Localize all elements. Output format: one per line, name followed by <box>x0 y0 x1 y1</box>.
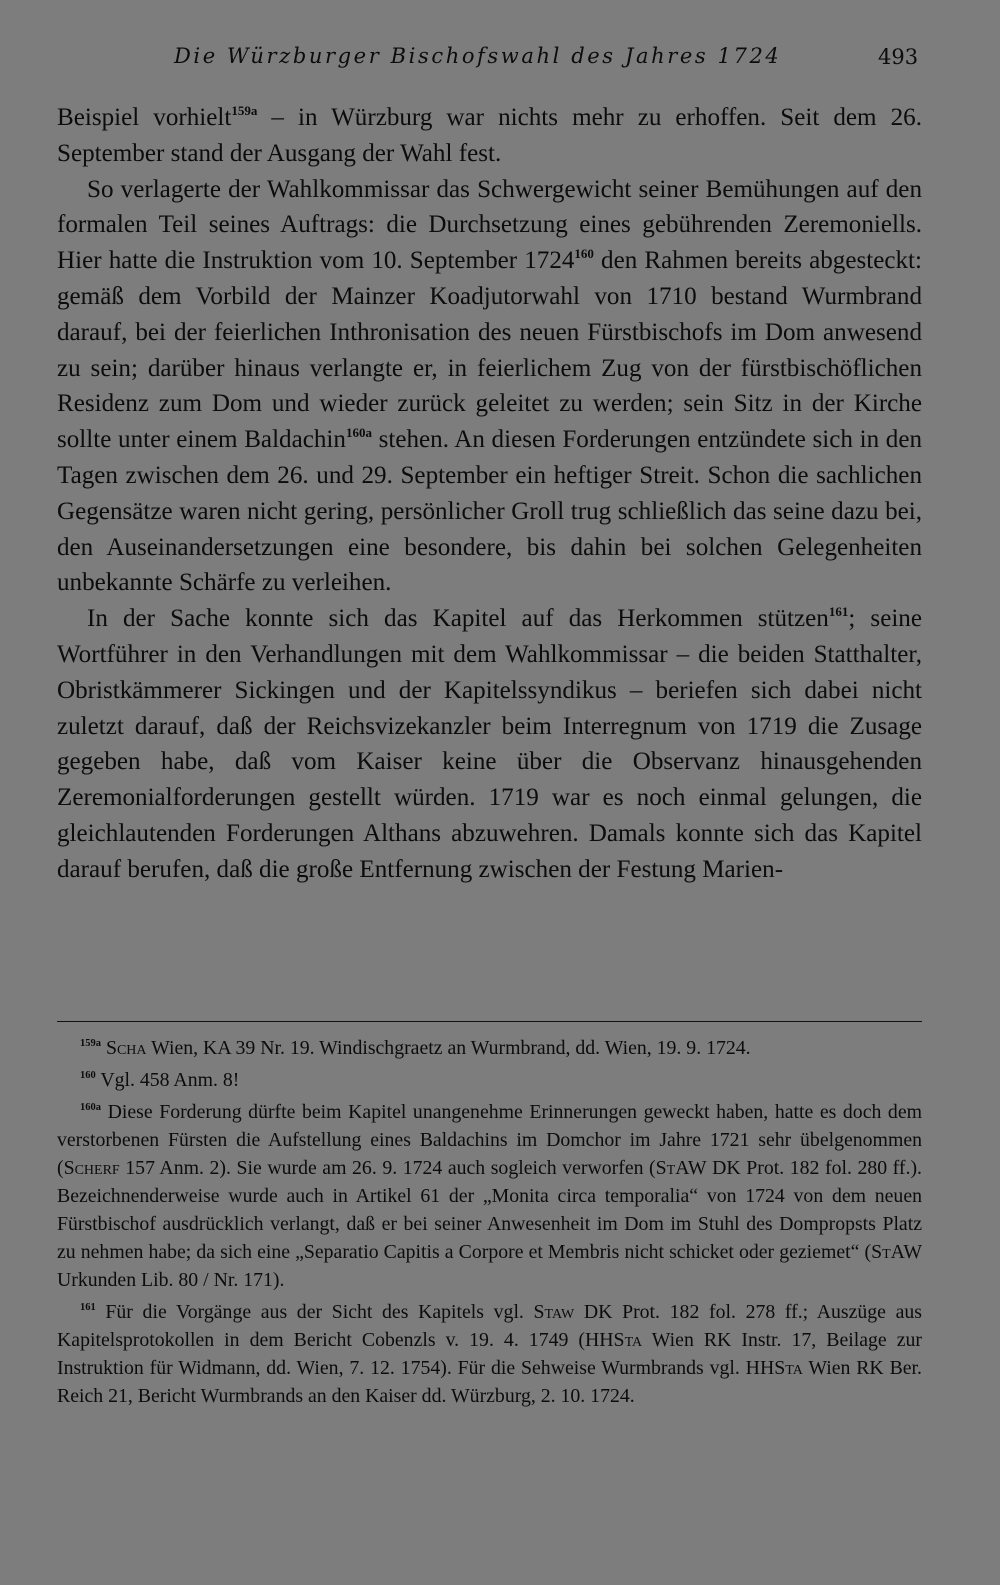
paragraph-2: So verlagerte der Wahlkommissar das Schwergewicht seiner Bemühungen auf den formalen Teil seines Auftrags: die Durchsetzung eines gebührenden Zeremoniells. Hier hatte die Instruktion vom 10. September 1724$^{160}$ den Rahmen bereits abgesteckt: gemäß dem Vorbild der Mainzer Koadjutorwahl von 1710 bestand Wurmbrand darauf, bei der feierlichen Inthronisation des neuen Fürstbischofs im Dom anwesend zu sein; darüber hinaus verlangte er, in feierlichem Zug von der fürstbischöflichen Residenz zum Dom und wieder zurück geleitet zu werden; sein Sitz in der Kirche sollte unter einem Baldachin$^{160a}$ stehen. An diesen Forderungen entzündete sich in den Tagen zwischen dem 26. und 29. September ein heftiger Streit. Schon die sachlichen Gegensätze waren nicht gering, persönlicher Groll trug schließlich das seine dazu bei, den Auseinandersetzungen eine besondere, bis dahin bei solchen Gelegenheiten unbekannte Schärfe zu verleihen. <box>57 175 922 597</box>
footnote-161: $^{161}$ Für die Vorgänge aus der Sicht des Kapitels vgl. Staw DK Prot. 182 fol. 278 ff.; Auszüge aus Kapitelsprotokollen in dem Bericht Cobenzls v. 19. 4. 1749 (HHSta Wien RK Instr. 17, Beilage zur Instruktion für Widmann, dd. Wien, 7. 12. 1754). Für die Sehweise Wurmbrands vgl. HHSta Wien RK Ber. Reich 21, Bericht Wurmbrands an den Kaiser dd. Würzburg, 2. 10. 1724. <box>57 1301 922 1407</box>
footnote-ref-161[interactable]: 161 <box>828 604 849 620</box>
paragraph-3: In der Sache konnte sich das Kapitel auf das Herkommen stützen$^{161}$; seine Wortführer in den Verhandlungen mit dem Wahlkommissar – die beiden Statthalter, Obristkämmerer Sickingen und der Kapitelssyndikus – beriefen sich dabei nicht zuletzt darauf, daß der Reichsvizekanzler beim Interregnum von 1719 die Zusage gegeben habe, daß vom Kaiser keine über die Observanz hinausgehenden Zeremonialforderungen gestellt würden. 1719 war es noch einmal gelungen, die gleichlautenden Forderungen Althans abzuwehren. Damals konnte sich das Kapitel darauf berufen, daß die große Entfernung zwischen der Festung Marien- <box>57 604 922 883</box>
body-text <box>57 100 922 888</box>
footnotes <box>57 1034 922 1414</box>
footnote-ref-160[interactable]: 160 <box>574 246 594 262</box>
footnote-160a: $^{160a}$ Diese Forderung dürfte beim Kapitel unangenehme Erinnerungen geweckt haben, hatte es doch dem verstorbenen Fürsten die Aufstellung eines Baldachins im Domchor im Jahre 1721 sehr übelgenommen (Scherf 157 Anm. 2). Sie wurde am 26. 9. 1724 auch sogleich verworfen (StAW DK Prot. 182 fol. 280 ff.). Bezeichnenderweise wurde auch in Artikel 61 der „Monita circa temporalia“ von 1724 von dem neuen Fürstbischof ausdrücklich verlangt, daß er bei seiner Anwesenheit im Dom im Stuhl des Dompropsts Platz zu nehmen habe; da sich eine „Separatio Capitis a Corpore et Membris nicht schicket oder geziemet“ (StAW Urkunden Lib. 80 / Nr. 171). <box>57 1101 922 1291</box>
footnote-divider <box>57 1021 922 1022</box>
footnote-number: 160 <box>80 1070 96 1081</box>
footnote-159a: $^{159a}$ Scha Wien, KA 39 Nr. 19. Windischgraetz an Wurmbrand, dd. Wien, 19. 9. 1724. <box>80 1037 751 1059</box>
running-title: Die Würzburger Bischofswahl des Jahres 1724 <box>174 44 782 68</box>
footnote-160: $^{160}$ Vgl. 458 Anm. 8! <box>80 1069 240 1091</box>
footnote-ref-159a[interactable]: 159a <box>231 103 258 118</box>
footnote-number: 159a <box>80 1038 101 1049</box>
footnote-ref-160a[interactable]: 160a <box>345 425 372 441</box>
paragraph-1: Beispiel vorhielt$^{159a}$ – in Würzburg war nichts mehr zu erhoffen. Seit dem 26. September stand der Ausgang der Wahl fest. <box>57 103 922 167</box>
footnote-number: 160a <box>80 1102 101 1113</box>
footnote-number: 161 <box>80 1302 96 1313</box>
page-number: 493 <box>878 45 919 69</box>
page-header <box>0 36 1000 76</box>
